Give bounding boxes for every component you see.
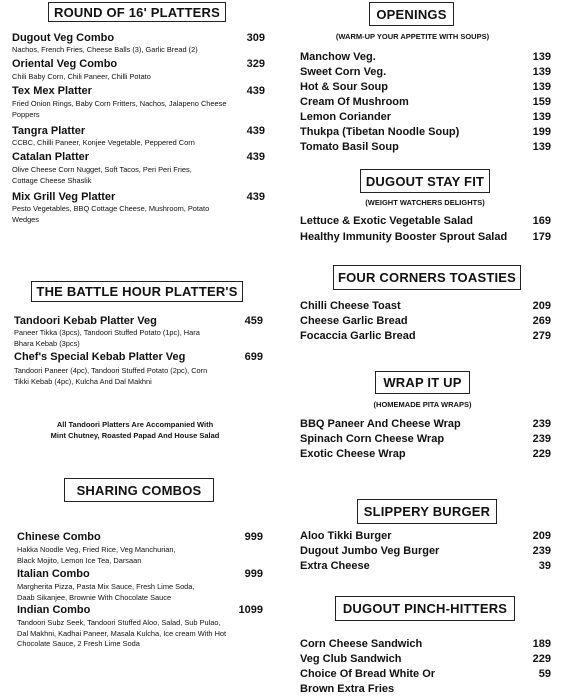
note-line: Mint Chutney, Roasted Papad And House Salad [50, 430, 220, 440]
section-header-slippery-burger: SLIPPERY BURGER [357, 499, 497, 524]
item-price: 199 [532, 126, 551, 138]
section-header-battle-hour: THE BATTLE HOUR PLATTER'S [31, 281, 243, 302]
item-name: Mix Grill Veg Platter [12, 191, 116, 203]
item-price: 169 [532, 215, 551, 227]
item-price: 459 [244, 315, 263, 327]
item-name: Focaccia Garlic Bread [300, 330, 416, 342]
item-name: Tangra Platter [12, 125, 86, 137]
item-name: Choice Of Bread White Or [300, 668, 436, 680]
section-header-four-corners-toasties: FOUR CORNERS TOASTIES [333, 265, 521, 290]
item-price: 279 [532, 330, 551, 342]
item-price: 439 [246, 151, 265, 163]
item-name: Brown Extra Fries [300, 683, 395, 695]
item-price: 139 [532, 66, 551, 78]
item-price: 139 [532, 141, 551, 153]
item-price: 999 [244, 531, 263, 543]
item-name: Tex Mex Platter [12, 85, 92, 97]
section-subtitle: (WARM-UP YOUR APPETITE WITH SOUPS) [335, 32, 490, 41]
item-price: 179 [532, 231, 551, 243]
item-price: 229 [532, 448, 551, 460]
item-name: Healthy Immunity Booster Sprout Salad [300, 231, 508, 243]
item-price: 209 [532, 300, 551, 312]
item-description: Olive Cheese Corn Nugget, Soft Tacos, Peri Peri Fries, Cottage Cheese Shaslik [12, 165, 192, 185]
item-name: Exotic Cheese Wrap [300, 448, 406, 460]
section-subtitle: (WEIGHT WATCHERS DELIGHTS) [365, 198, 485, 207]
item-description: Margherita Pizza, Pasta Mix Sauce, Fresh Lime Soda, Daab Sikanjee, Brownie With Chocolate Sauce [17, 582, 195, 602]
item-price: 159 [532, 96, 551, 108]
item-name: Veg Club Sandwich [300, 653, 402, 665]
item-price: 239 [532, 545, 551, 557]
item-price: 209 [532, 530, 551, 542]
item-name: Chef's Special Kebab Platter Veg [14, 351, 186, 363]
item-name: Chinese Combo [17, 531, 101, 543]
item-price: 189 [532, 638, 551, 650]
item-price: 309 [246, 32, 265, 44]
item-name: Lemon Coriander [300, 111, 392, 123]
item-name: Italian Combo [17, 568, 90, 580]
item-name: Spinach Corn Cheese Wrap [300, 433, 445, 445]
section-header-pinch-hitters: DUGOUT PINCH-HITTERS [335, 596, 515, 621]
item-name: Corn Cheese Sandwich [300, 638, 423, 650]
section-header-openings: OPENINGS [369, 2, 454, 26]
item-price: 999 [244, 568, 263, 580]
item-name: Tomato Basil Soup [300, 141, 399, 153]
item-price: 269 [532, 315, 551, 327]
item-description: Pesto Vegetables, BBQ Cottage Cheese, Mushroom, Potato Wedges [12, 204, 210, 224]
item-name: Aloo Tikki Burger [300, 530, 392, 542]
item-name: Tandoori Kebab Platter Veg [14, 315, 157, 327]
item-description: Chili Baby Corn, Chili Paneer, Chilli Potato [12, 72, 151, 81]
section-header-wrap-it-up: WRAP IT UP [375, 371, 470, 394]
item-name: Extra Cheese [300, 560, 370, 572]
item-price: 239 [532, 418, 551, 430]
item-price: 329 [246, 58, 265, 70]
item-name: Thukpa (Tibetan Noodle Soup) [300, 126, 460, 138]
item-name: Manchow Veg. [300, 51, 376, 63]
item-name: BBQ Paneer And Cheese Wrap [300, 418, 461, 430]
item-name: Lettuce & Exotic Vegetable Salad [300, 215, 474, 227]
item-description: Nachos, French Fries, Cheese Balls (3), Garlic Bread (2) [12, 45, 198, 54]
item-name: Dugout Veg Combo [12, 32, 115, 44]
item-price: 139 [532, 51, 551, 63]
section-header-dugout-stay-fit: DUGOUT STAY FIT [360, 169, 490, 193]
item-name: Indian Combo [17, 604, 91, 616]
item-name: Chilli Cheese Toast [300, 300, 401, 312]
item-price: 139 [532, 111, 551, 123]
item-name: Catalan Platter [12, 151, 90, 163]
item-price: 439 [246, 125, 265, 137]
item-price: 1099 [238, 604, 263, 616]
item-name: Sweet Corn Veg. [300, 66, 387, 78]
item-description: Hakka Noodle Veg, Fried Rice, Veg Manchurian, Black Mojito, Lemon Ice Tea, Darsaan [17, 545, 176, 565]
section-header-round-of-16: ROUND OF 16' PLATTERS [48, 2, 226, 22]
item-price: 439 [246, 85, 265, 97]
item-name: Cream Of Mushroom [300, 96, 409, 108]
item-description: Paneer Tikka (3pcs), Tandoori Stuffed Potato (1pc), Hara Bhara Kebab (3pcs) [14, 328, 200, 348]
tandoori-platter-note [20, 420, 250, 441]
item-name: Oriental Veg Combo [12, 58, 118, 70]
item-description: Tandoori Subz Seek, Tandoori Stuffed Aloo, Salad, Sub Pulao, Dal Makhni, Kadhai Paneer, Masala Kulcha, Ice cream With Hot Chocolate Sauce, 2 Fresh Lime Soda [17, 618, 227, 648]
item-price: 59 [538, 668, 551, 680]
item-description: Tandoori Paneer (4pc), Tandoori Stuffed Potato (2pc), Corn Tikki Kebab (4pc), Kulcha And Dal Makhni [14, 366, 208, 386]
item-price: 139 [532, 81, 551, 93]
item-price: 439 [246, 191, 265, 203]
item-name: Hot & Sour Soup [300, 81, 388, 93]
section-header-sharing-combos: SHARING COMBOS [64, 478, 214, 502]
item-price: 229 [532, 653, 551, 665]
item-description: CCBC, Chilli Paneer, Konjee Vegetable, Peppered Corn [12, 138, 195, 147]
item-price: 699 [244, 351, 263, 363]
item-description: Fried Onion Rings, Baby Corn Fritters, Nachos, Jalapeno Cheese Poppers [12, 99, 227, 119]
note-line: All Tandoori Platters Are Accompanied With [56, 420, 214, 429]
item-price: 39 [538, 560, 551, 572]
item-name: Dugout Jumbo Veg Burger [300, 545, 440, 557]
item-name: Cheese Garlic Bread [300, 315, 408, 327]
item-price: 239 [532, 433, 551, 445]
section-subtitle: (HOMEMADE PITA WRAPS) [373, 400, 472, 409]
